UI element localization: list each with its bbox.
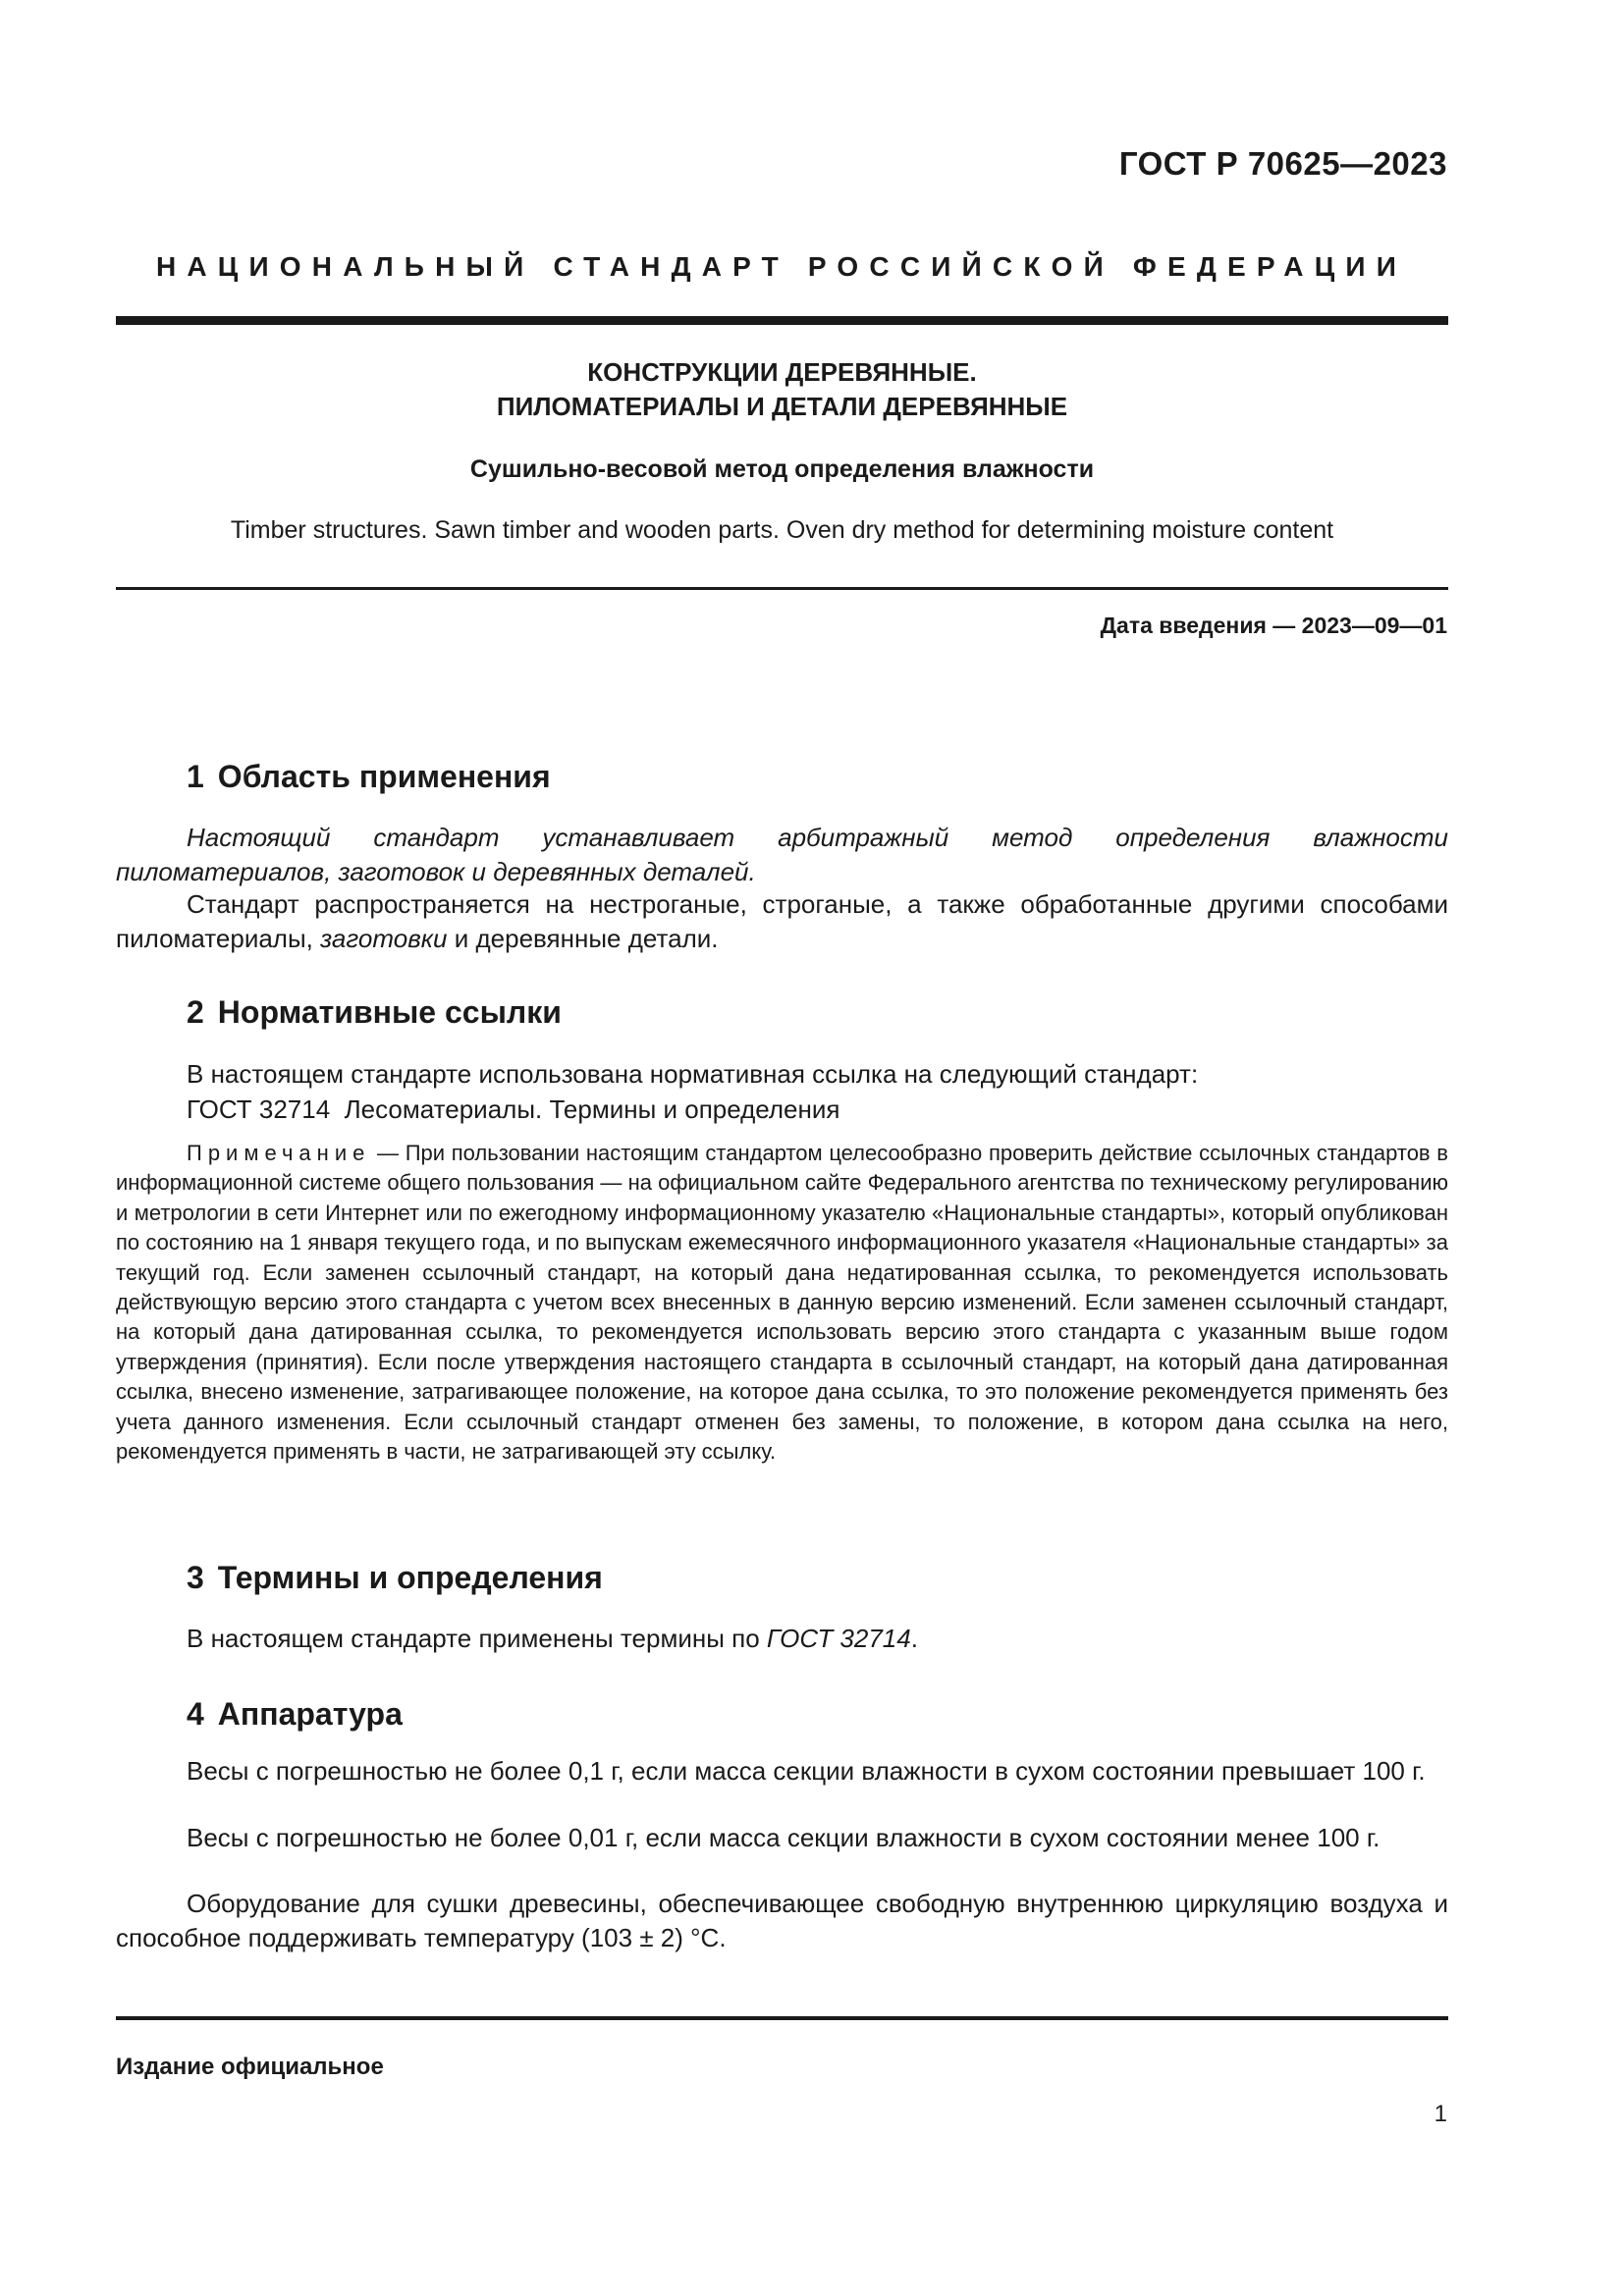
text-run: и деревянные детали.: [447, 924, 719, 953]
section-2-heading: [187, 994, 562, 1031]
section-4-paragraph-2: Весы с погрешностью не более 0,01 г, если масса секции влажности в сухом состоянии менее 100 г.: [187, 1823, 1380, 1852]
section-1-paragraph-2: [116, 887, 1448, 956]
national-standard-line: НАЦИОНАЛЬНЫЙ СТАНДАРТ РОССИЙСКОЙ ФЕДЕРАЦИИ: [155, 251, 1408, 282]
english-title: Timber structures. Sawn timber and wooden parts. Oven dry method for determining moisture content: [230, 516, 1334, 544]
section-4-paragraph-3: Оборудование для сушки древесины, обеспечивающее свободную внутреннюю циркуляцию воздуха и способное поддерживать температуру (103 ± 2) °С.: [116, 1889, 1448, 1952]
section-number: 3: [187, 1560, 204, 1595]
text-run: Стандарт распространяется на нестроганые, строганые, а также обработанные другими способами пиломатериалы,: [116, 889, 1448, 953]
introduction-date: Дата введения — 2023—09—01: [1100, 613, 1447, 638]
title-line-2: ПИЛОМАТЕРИАЛЫ И ДЕТАЛИ ДЕРЕВЯННЫЕ: [496, 392, 1068, 421]
section-2-paragraph-1: В настоящем стандарте использована нормативная ссылка на следующий стандарт:: [187, 1059, 1199, 1089]
reference-entry: ГОСТ 32714 Лесоматериалы. Термины и определения: [187, 1095, 840, 1124]
title-divider: [116, 587, 1448, 590]
section-title: Термины и определения: [217, 1560, 603, 1595]
official-edition-label: Издание официальное: [116, 2054, 384, 2080]
section-4-paragraph-1: Весы с погрешностью не более 0,1 г, если масса секции влажности в сухом состоянии превышает 100 г.: [187, 1756, 1426, 1786]
page-number: 1: [1434, 2101, 1447, 2127]
document-subtitle: Сушильно-весовой метод определения влажности: [469, 455, 1095, 483]
standard-number: ГОСТ Р 70625—2023: [1118, 145, 1447, 182]
section-title: Аппаратура: [217, 1696, 403, 1732]
section-title: Область применения: [217, 759, 551, 794]
section-1-paragraph-1: Настоящий стандарт устанавливает арбитражный метод определения влажности пиломатериалов, заготовок и деревянных деталей.: [116, 823, 1448, 886]
section-4-heading: [187, 1696, 403, 1733]
section-number: 2: [187, 994, 204, 1030]
title-line-1: КОНСТРУКЦИИ ДЕРЕВЯННЫЕ.: [587, 357, 977, 387]
text-run: .: [910, 1624, 918, 1653]
section-3-heading: [187, 1560, 603, 1596]
document-title: [116, 355, 1448, 424]
note-text: — При пользовании настоящим стандартом целесообразно проверить действие ссылочных стандартов в информационной системе общего пользования — на официальном сайте Федерального агентства по техническому регулированию и метрологии в сети Интернет или по ежегодному информационному указателю «Национальные стандарты», который опубликован по состоянию на 1 января текущего года, и по выпускам ежемесячного информационного указателя «Национальные стандарты» за текущий год. Если заменен ссылочный стандарт, на который дана недатированная ссылка, то рекомендуется использовать действующую версию этого стандарта с учетом всех внесенных в данную версию изменений. Если заменен ссылочный стандарт, на который дана датированная ссылка, то рекомендуется использовать версию этого стандарта с указанным выше годом утверждения (принятия). Если после утверждения настоящего стандарта в ссылочный стандарт, на который дана датированная ссылка, внесено изменение, затрагивающее положение, на которое дана ссылка, то это положение рекомендуется применять без учета данного изменения. Если ссылочный стандарт отменен без замены, то положение, в котором дана ссылка на него, рекомендуется применять в части, не затрагивающей эту ссылку.: [116, 1141, 1448, 1465]
section-3-paragraph-1: [187, 1622, 1448, 1656]
footer-divider: [116, 2016, 1448, 2020]
section-1-heading: [187, 759, 551, 795]
header-divider: [116, 316, 1448, 325]
text-run: В настоящем стандарте применены термины по: [187, 1624, 767, 1653]
note-block: [116, 1139, 1448, 1467]
italic-reference: ГОСТ 32714: [766, 1624, 911, 1653]
section-title: Нормативные ссылки: [217, 994, 562, 1030]
note-label: Примечание: [187, 1141, 371, 1165]
section-number: 1: [187, 759, 204, 794]
section-number: 4: [187, 1696, 204, 1732]
italic-term: заготовки: [320, 924, 448, 953]
